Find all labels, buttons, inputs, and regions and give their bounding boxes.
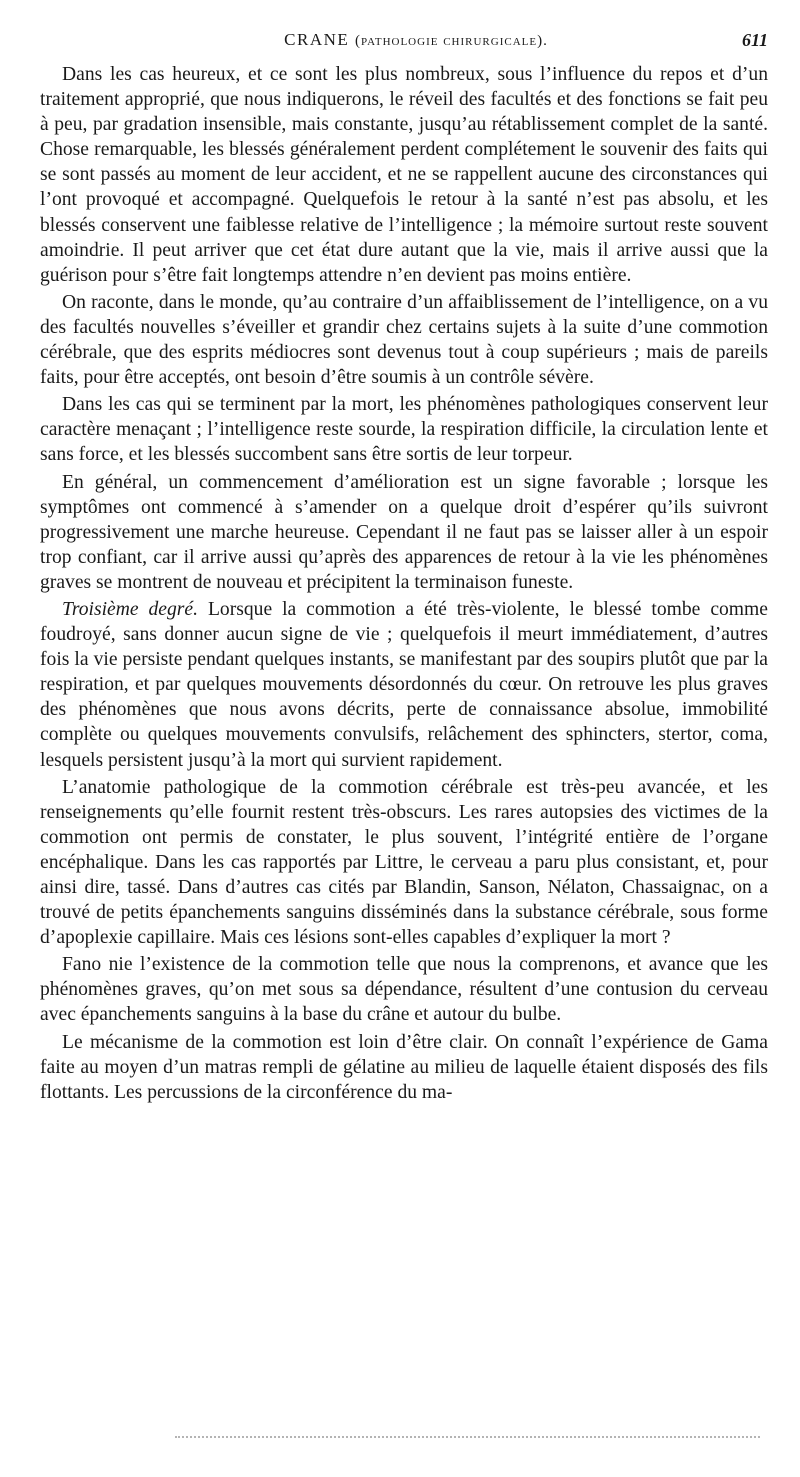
running-title-sub: (pathologie chirurgicale).	[355, 33, 548, 49]
page-number: 611	[741, 30, 768, 50]
paragraph-7: Fano nie l’existence de la commotion telle que nous la comprenons, et avance que les phénomènes graves, qu’on met sous sa dépendance, résultent d’une contusion du cerveau avec épanchements sanguins à la base du crâne et autour du bulbe.	[40, 954, 768, 1026]
running-title	[64, 30, 768, 50]
paragraph-5-text: Lorsque la commotion a été très-violente, le blessé tombe comme foudroyé, sans donner aucun signe de vie ; quelquefois il meurt immédiatement, d’autres fois la vie persiste pendant quelques instants, se manifestant par des soupirs plutôt que par la respiration, et par quelques mouvements désordonnés du cœur. On retrouve les plus graves des phénomènes que nous avons décrits, perte de connaissance absolue, immobilité complète ou quelques mouvements convulsifs, relâchement des sphincters, stertor, coma, lesquels persistent jusqu’à la mort qui survient rapidement.	[40, 598, 768, 771]
paragraph-1: Dans les cas heureux, et ce sont les plus nombreux, sous l’influence du repos et d’un traitement approprié, que nous indiquerons, le réveil des facultés et des fonctions se fait peu à peu, par gradation insensible, mais constante, jusqu’au rétablissement complet de la santé. Chose remarquable, les blessés généralement perdent complétement le souvenir des faits qui se sont passés au moment de leur accident, et ne se rappellent aucune des circonstances qui l’ont provoqué et accompagné. Quelquefois le retour à la santé n’est pas absolu, et les blessés conservent une faiblesse relative de l’intelligence ; la mémoire surtout reste souvent amoindrie. Il peut arriver que cet état dure autant que la vie, mais il arrive aussi que la guérison pour s’être fait longtemps attendre n’en devient pas moins entière.	[40, 64, 768, 286]
body-text	[40, 62, 768, 1105]
paragraph-2: On raconte, dans le monde, qu’au contraire d’un affaiblissement de l’intelligence, on a vu des facultés nouvelles s’éveiller et grandir chez certains sujets à la suite d’une commotion cérébrale, que des esprits médiocres sont devenus tout à coup supérieurs ; mais de pareils faits, pour être acceptés, ont besoin d’être soumis à un contrôle sévère.	[40, 291, 768, 389]
paragraph-4: En général, un commencement d’amélioration est un signe favorable ; lorsque les symptômes ont commencé à s’amender on a quelque droit d’espérer qu’ils suivront progressivement une marche heureuse. Cependant il ne faut pas se laisser aller à un espoir trop confiant, car il arrive aussi qu’après des apparences de retour à la vie les phénomènes graves se montrent de nouveau et précipitent la terminaison funeste.	[40, 471, 768, 593]
running-head	[64, 28, 768, 54]
running-title-main: CRANE	[284, 30, 350, 49]
paragraph-8: Le mécanisme de la commotion est loin d’être clair. On connaît l’expérience de Gama faite au moyen d’un matras rempli de gélatine au milieu de laquelle étaient disposés des fils flottants. Les percussions de la circonférence du ma-	[40, 1031, 768, 1103]
footer-scan-residue	[175, 1436, 760, 1438]
paragraph-6: L’anatomie pathologique de la commotion cérébrale est très-peu avancée, et les renseignements qu’elle fournit restent très-obscurs. Les rares autopsies des victimes de la commotion ont permis de constater, le plus souvent, l’intégrité entière de l’organe encéphalique. Dans les cas rapportés par Littre, le cerveau a paru plus consistant, et, pour ainsi dire, tassé. Dans d’autres cas cités par Blandin, Sanson, Nélaton, Chassaignac, on a trouvé de petits épanchements sanguins disséminés dans la substance cérébrale, sous forme d’apoplexie capillaire. Mais ces lésions sont-elles capables d’expliquer la mort ?	[40, 776, 768, 949]
paragraph-3: Dans les cas qui se terminent par la mort, les phénomènes pathologiques conservent leur caractère menaçant ; l’intelligence reste sourde, la respiration difficile, la circulation lente et sans force, et les blessés succombent sans être sortis de leur torpeur.	[40, 394, 768, 466]
section-lead-troisieme-degre: Troisième degré.	[62, 598, 199, 620]
paragraph-5	[40, 597, 768, 773]
